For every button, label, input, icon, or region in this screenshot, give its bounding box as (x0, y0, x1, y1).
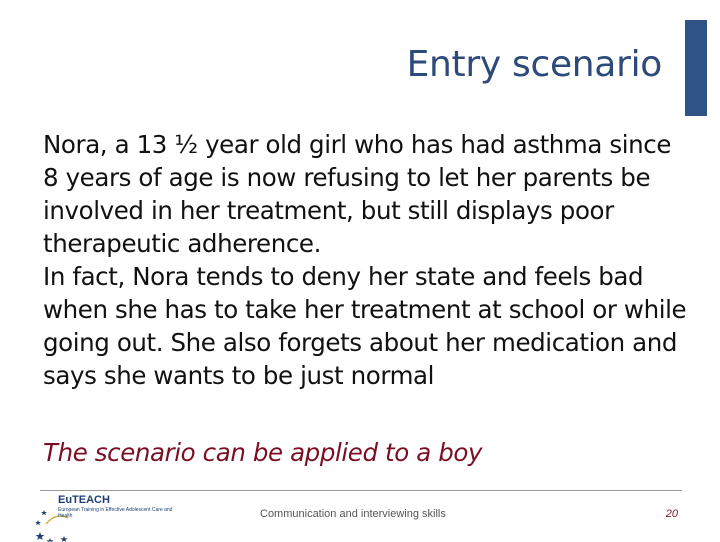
logo-subtitle: European Training in Effective Adolescent Care and Health (58, 507, 173, 519)
scenario-paragraph-1: Nora, a 13 ½ year old girl who has had asthma since 8 years of age is now refusing to let her parents be involved in her treatment, but still displays poor therapeutic adherence. (43, 130, 672, 258)
footer-divider (40, 490, 682, 491)
slide-body (43, 128, 693, 392)
scenario-paragraph-2: In fact, Nora tends to deny her state and feels bad when she has to take her treatment at school or while going out. She also forgets about her medication and says she wants to be just normal (43, 262, 687, 390)
footer-course-title: Communication and interviewing skills (260, 508, 446, 520)
scenario-note: The scenario can be applied to a boy (43, 438, 483, 467)
title-accent-bar (685, 20, 707, 116)
logo-name: EuTEACH (58, 494, 110, 506)
slide-title: Entry scenario (406, 44, 662, 85)
page-number: 20 (665, 508, 678, 520)
eutEACH-logo (34, 494, 184, 538)
